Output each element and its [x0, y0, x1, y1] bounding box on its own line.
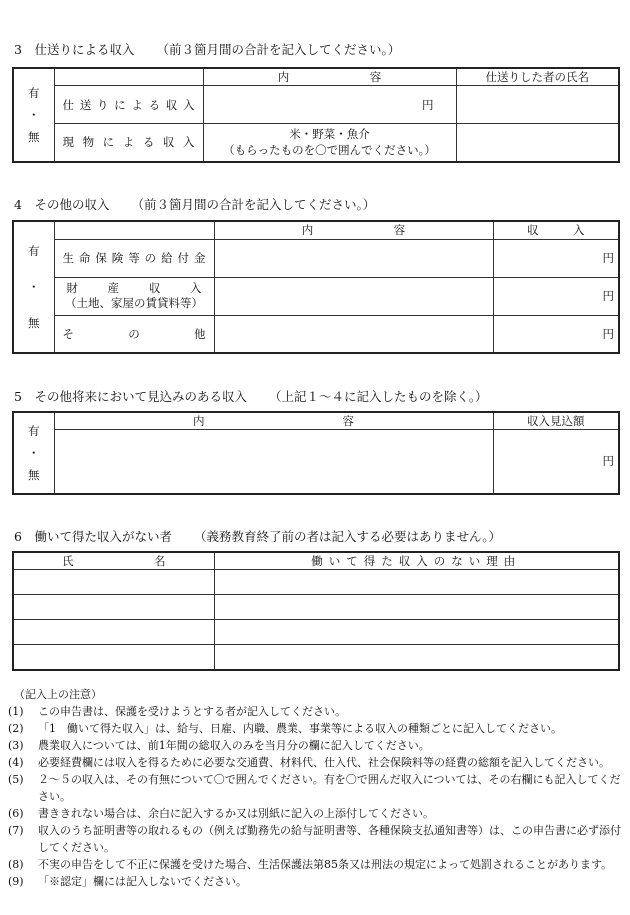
note-number: (8): [8, 858, 24, 871]
header-content: 内 容: [54, 412, 493, 430]
content-field[interactable]: [214, 239, 493, 277]
content-field[interactable]: [214, 315, 493, 353]
header-sender-name: 仕送りした者の氏名: [456, 68, 619, 86]
income-field[interactable]: 円: [493, 239, 619, 277]
note-number: (1): [8, 705, 24, 718]
section-note: （前３箇月間の合計を記入してください。）: [156, 42, 401, 57]
note-item: [8, 873, 623, 890]
note-item: [8, 771, 623, 805]
note-text: ２～５の収入は、その有無について〇で囲んでください。有を〇で囲んだ収入については、その右欄にも記入してください。: [38, 773, 621, 803]
income-field[interactable]: 円: [493, 315, 619, 353]
other-income-table: [12, 220, 620, 354]
reason-field[interactable]: [214, 570, 619, 595]
note-text: 収入のうち証明書等の取れるもの（例えば勤務先の給与証明書等、各種保険支払通知書等）は、この申告書に必ず添付してください。: [38, 824, 621, 854]
note-number: (4): [8, 756, 24, 769]
header-expected-amount: 収入見込額: [493, 412, 619, 430]
sender-name-field[interactable]: [456, 86, 619, 124]
section-3-title: [14, 40, 400, 58]
in-kind-items[interactable]: 米・野菜・魚介 （もらったものを〇で囲んでください。）: [203, 124, 456, 162]
no-work-income-table: [12, 551, 620, 671]
header-income: 収 入: [493, 221, 619, 239]
remittance-income-table: [12, 67, 620, 163]
header-reason: 働いて得た収入のない理由: [214, 552, 619, 570]
section-title: 4 その他の収入: [14, 197, 110, 212]
note-text: 「※認定」欄には記入しないでください。: [38, 875, 247, 888]
note-number: (2): [8, 722, 24, 735]
entry-notes: [8, 686, 623, 890]
note-text: 書ききれない場合は、余白に記入するか又は別紙に記入の上添付してください。: [38, 807, 434, 820]
note-number: (6): [8, 807, 24, 820]
name-field[interactable]: [13, 620, 214, 645]
row-label-insurance: 生命保険等の給付金: [54, 239, 214, 277]
reason-field[interactable]: [214, 645, 619, 670]
expected-amount-field[interactable]: 円: [493, 430, 619, 494]
content-field[interactable]: [214, 277, 493, 315]
section-title: 6 働いて得た収入がない者: [14, 529, 172, 544]
note-number: (3): [8, 739, 24, 752]
note-item: [8, 703, 623, 720]
note-item: [8, 822, 623, 856]
content-field[interactable]: [54, 430, 493, 494]
note-item: [8, 737, 623, 754]
expected-income-table: [12, 411, 620, 495]
section-note: （前３箇月間の合計を記入してください。）: [131, 197, 376, 212]
note-item: [8, 856, 623, 873]
reason-field[interactable]: [214, 595, 619, 620]
presence-selector[interactable]: 有 ・ 無: [13, 221, 54, 353]
section-title: 3 仕送りによる収入: [14, 42, 135, 57]
name-field[interactable]: [13, 595, 214, 620]
note-text: 必要経費欄には収入を得るために必要な交通費、材料代、仕入代、社会保険料等の経費の総額を記入してください。: [38, 756, 610, 769]
section-5-title: [14, 387, 487, 405]
sender-name-field-2[interactable]: [456, 124, 619, 162]
note-item: [8, 754, 623, 771]
row-label-property: 財産収入 （土地、家屋の賃貸料等）: [54, 277, 214, 315]
remittance-amount-field[interactable]: 円: [203, 86, 456, 124]
header-name: 氏 名: [13, 552, 214, 570]
section-note: （義務教育終了前の者は記入する必要はありません。）: [193, 529, 501, 544]
note-text: この申告書は、保護を受けようとする者が記入してください。: [38, 705, 346, 718]
section-4-title: [14, 195, 375, 213]
presence-selector[interactable]: 有 ・ 無: [13, 68, 54, 162]
row-label-other: その他: [54, 315, 214, 353]
name-field[interactable]: [13, 570, 214, 595]
income-field[interactable]: 円: [493, 277, 619, 315]
row-label-in-kind: 現物による収入: [54, 124, 203, 162]
note-number: (7): [8, 824, 24, 837]
reason-field[interactable]: [214, 620, 619, 645]
name-field[interactable]: [13, 645, 214, 670]
note-number: (5): [8, 773, 24, 786]
note-text: 農業収入については、前1年間の総収入のみを当月分の欄に記入してください。: [38, 739, 430, 752]
row-label-remittance: 仕送りによる収入: [54, 86, 203, 124]
note-number: (9): [8, 875, 24, 888]
section-note: （上記１～４に記入したものを除く。）: [268, 389, 488, 404]
notes-title: （記入上の注意）: [14, 688, 102, 701]
note-item: [8, 805, 623, 822]
header-content: 内 容: [214, 221, 493, 239]
note-item: [8, 720, 623, 737]
section-title: 5 その他将来において見込みのある収入: [14, 389, 247, 404]
section-6-title: [14, 527, 501, 545]
note-text: 不実の申告をして不正に保護を受けた場合、生活保護法第85条又は刑法の規定によって処罰されることがあります。: [38, 858, 613, 871]
presence-selector[interactable]: 有 ・ 無: [13, 412, 54, 494]
header-content: 内 容: [203, 68, 456, 86]
note-text: 「1 働いて得た収入」は、給与、日雇、内職、農業、事業等による収入の種類ごとに記入してください。: [38, 722, 562, 735]
